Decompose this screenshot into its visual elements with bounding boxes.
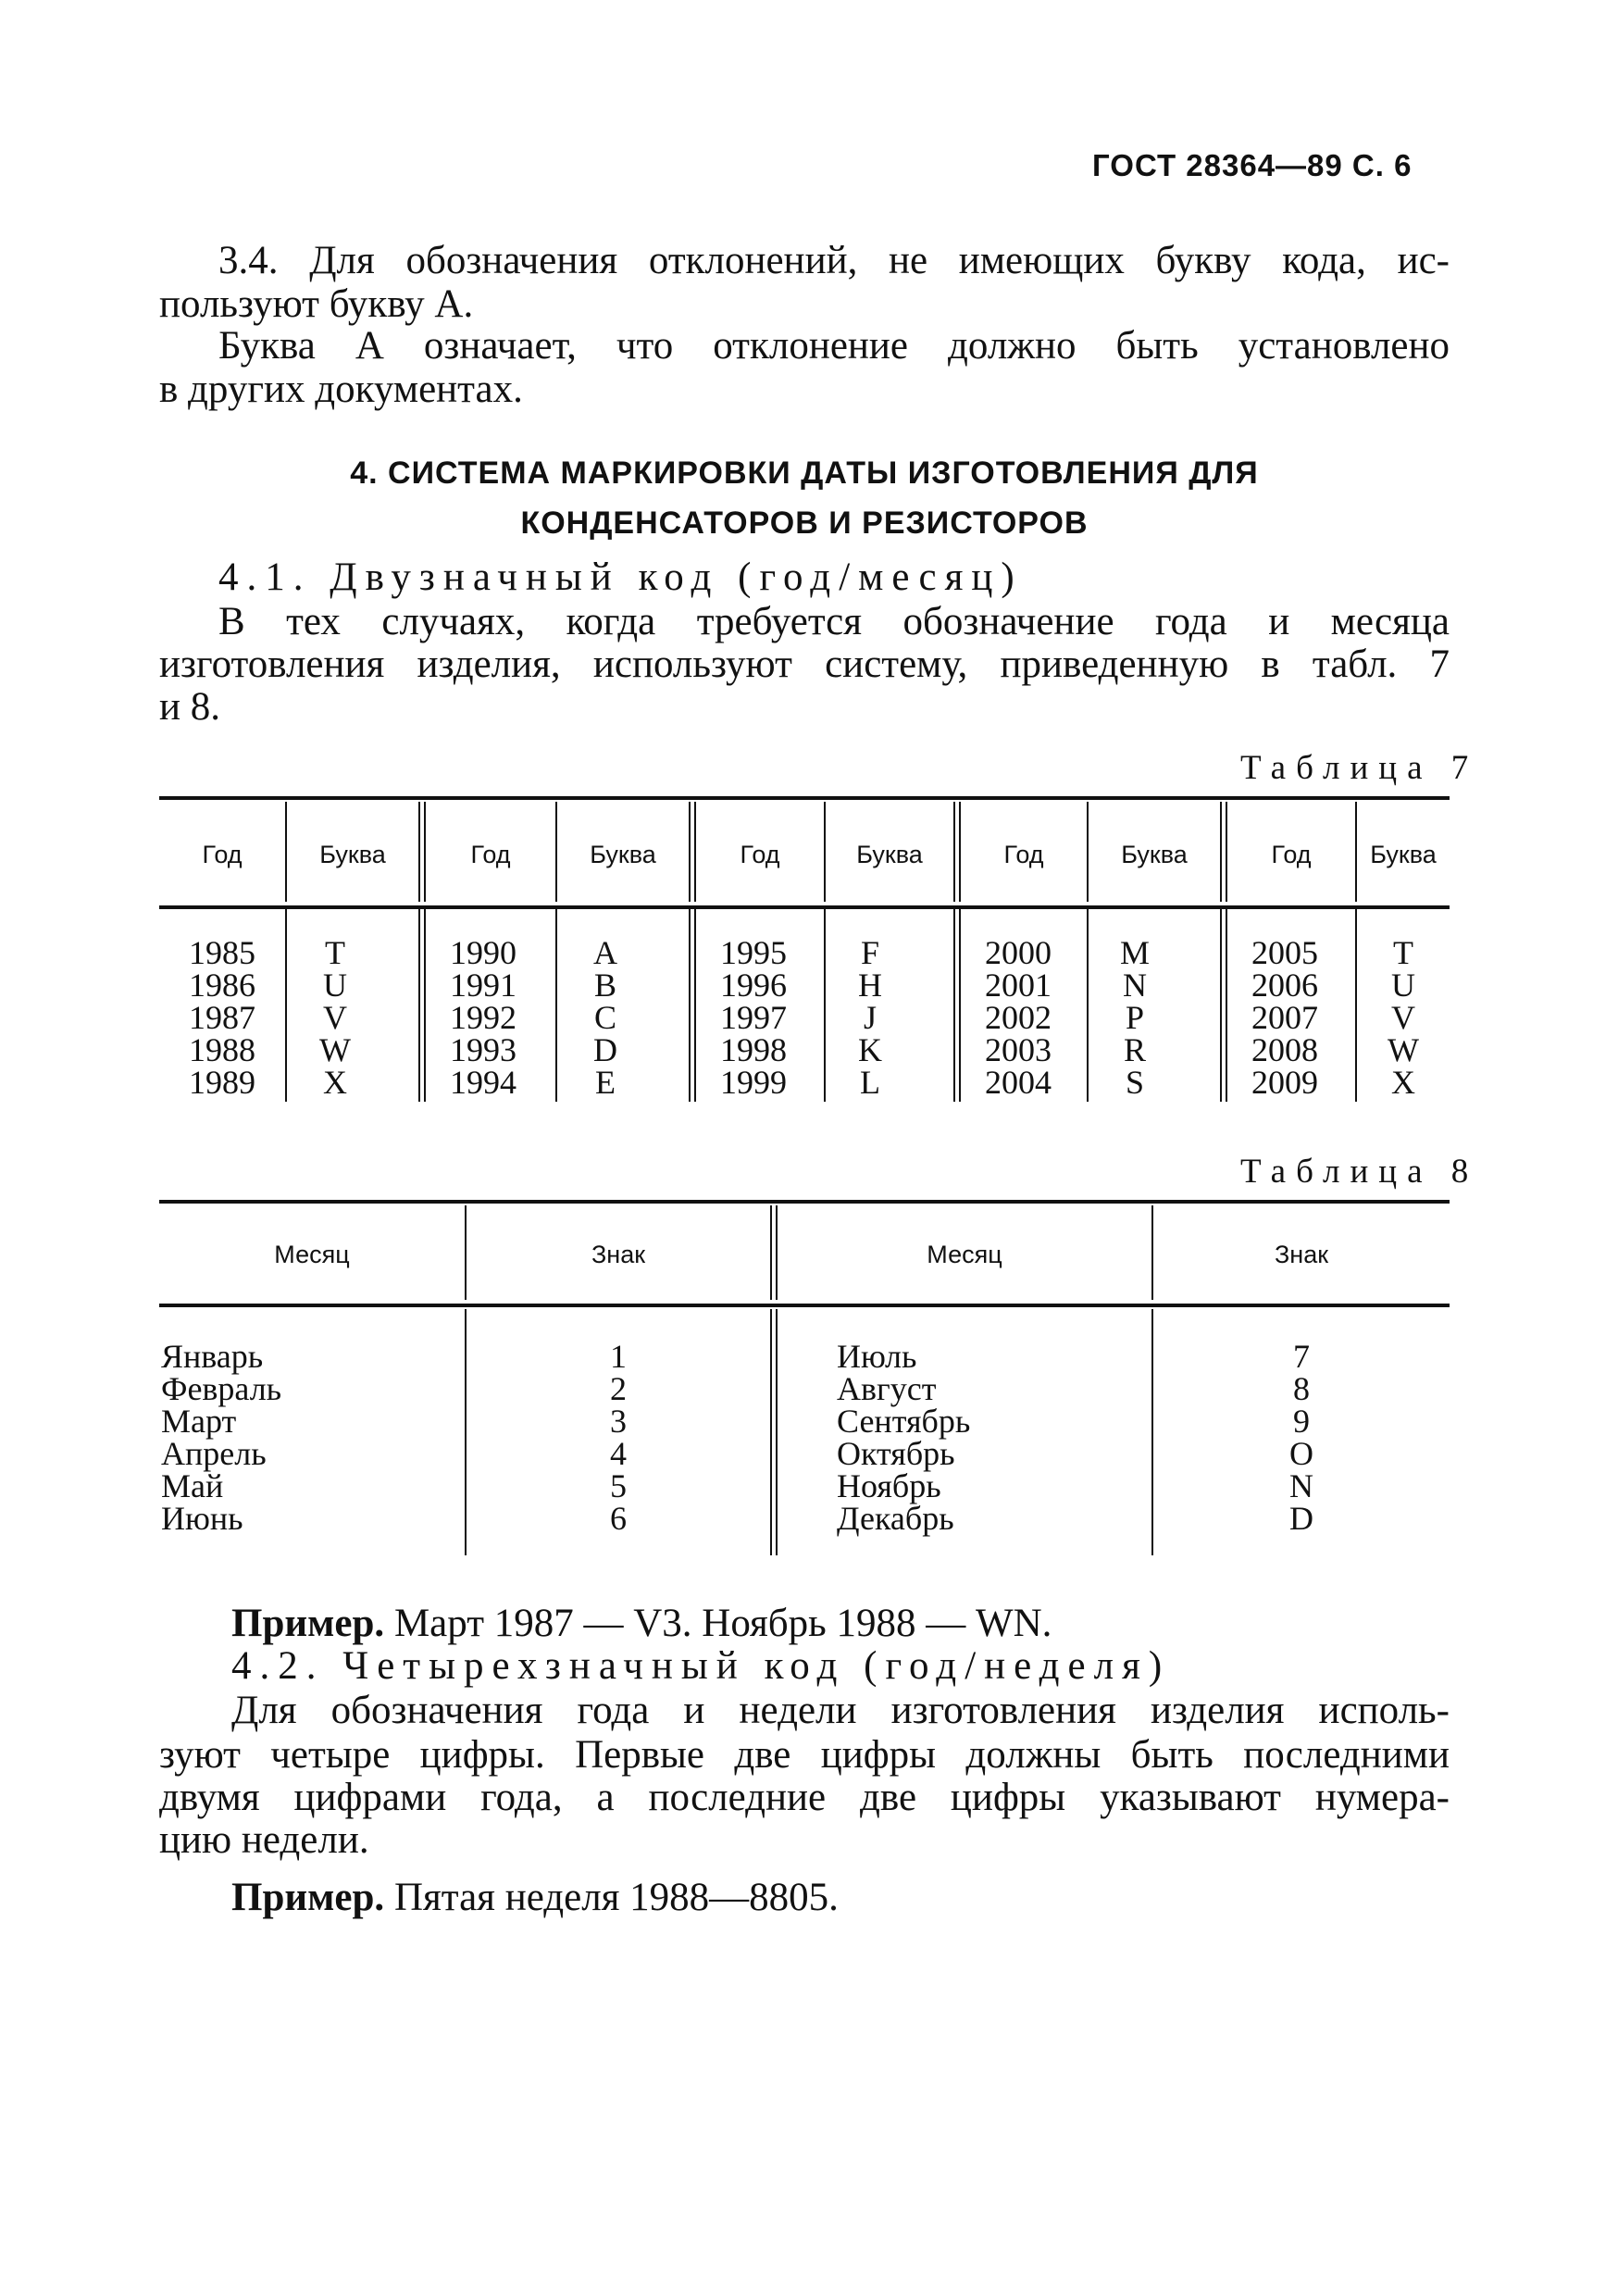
table8-cell: 8: [1293, 1370, 1310, 1407]
table7-cell: 1994: [450, 1064, 517, 1101]
table7-cell: R: [1123, 1031, 1146, 1068]
table7-cell: 1992: [450, 999, 517, 1036]
table7-divider: [689, 909, 691, 1102]
section-4-1-line2: изготовления изделия, используют систему, приведенную в табл. 7: [159, 643, 1450, 686]
table7-cell: 2004: [985, 1064, 1052, 1101]
example-2-text: Пятая неделя 1988—8805.: [384, 1876, 839, 1919]
table7-header-letter: Буква: [590, 841, 656, 868]
table7-cell: V: [1391, 999, 1415, 1036]
table7-cell: B: [593, 967, 616, 1004]
section-4-2-line2: зуют четыре цифры. Первые две цифры должны быть последними: [159, 1733, 1450, 1777]
table7-cell: 1993: [450, 1031, 517, 1068]
table7-column: [696, 934, 811, 1101]
table7-cell: 1999: [720, 1064, 787, 1101]
example-2: [231, 1876, 839, 1919]
table7-header-rule: [159, 905, 1450, 909]
table7-top-rule: [159, 796, 1450, 800]
table7-cell: D: [593, 1031, 617, 1068]
table7-cell: 2008: [1251, 1031, 1318, 1068]
table7-cell: 1987: [189, 999, 255, 1036]
table7-divider: [953, 802, 955, 902]
table7-header-letter: Буква: [856, 841, 923, 868]
table7-cell: C: [593, 999, 616, 1036]
table8-cell: 5: [610, 1467, 627, 1504]
example-2-label: Пример.: [231, 1876, 385, 1919]
example-1: [231, 1602, 1052, 1645]
paragraph-3-4-line2: пользуют букву А.: [159, 282, 474, 326]
table8-cell: D: [1289, 1500, 1313, 1537]
table7-divider: [418, 802, 420, 902]
table8-header-rule: [159, 1304, 1450, 1307]
table8-header-month: Месяц: [927, 1241, 1002, 1268]
subsection-4-1-title: 4.1. Двузначный код (год/месяц): [218, 555, 1023, 599]
table8-cell: Август: [837, 1370, 937, 1407]
table7-cell: M: [1119, 934, 1150, 971]
section-4-1-line3: и 8.: [159, 685, 221, 729]
table7-cell: X: [1391, 1064, 1415, 1101]
section-4-title-line1: 4. СИСТЕМА МАРКИРОВКИ ДАТЫ ИЗГОТОВЛЕНИЯ ДЛЯ: [350, 455, 1259, 491]
table7-header-letter: Буква: [1370, 841, 1437, 868]
table7-divider: [1220, 909, 1222, 1102]
table7-cell: K: [858, 1031, 882, 1068]
table7-caption: Таблица 7: [1240, 749, 1479, 787]
table7-cell: A: [593, 934, 617, 971]
table8-column: [837, 1338, 1142, 1537]
table7-header-year: Год: [740, 841, 780, 868]
table7-cell: W: [1388, 1031, 1419, 1068]
table8-cell: Февраль: [161, 1370, 282, 1407]
table7-column: [961, 934, 1076, 1101]
paragraph-3-4-line1: 3.4. Для обозначения отклонений, не имеющих букву кода, ис-: [218, 239, 1450, 282]
table7-cell: 1991: [450, 967, 517, 1004]
table7-cell: 1990: [450, 934, 517, 971]
section-4-2-line3: двумя цифрами года, а последние две цифры указывают нумера-: [159, 1776, 1450, 1819]
table7-cell: 1986: [189, 967, 255, 1004]
subsection-4-2-title: 4.2. Четырехзначный код (год/неделя): [231, 1644, 1171, 1688]
table8-header-sign: Знак: [1274, 1241, 1329, 1268]
section-4-1-line1: В тех случаях, когда требуется обозначение года и месяца: [218, 600, 1450, 643]
table7-header-year: Год: [470, 841, 511, 868]
table7-cell: 2003: [985, 1031, 1052, 1068]
table7-divider: [689, 802, 691, 902]
table7-divider: [418, 909, 420, 1102]
table8-cell: N: [1289, 1467, 1313, 1504]
section-4-title: [159, 448, 1450, 548]
table7-column: [159, 934, 285, 1101]
table7-header-letter: Буква: [319, 841, 386, 868]
table8-header-sign: Знак: [591, 1241, 646, 1268]
table8-header-month: Месяц: [274, 1241, 350, 1268]
table7-column: [1227, 934, 1342, 1101]
table7-cell: 1985: [189, 934, 255, 971]
table7-cell: 2006: [1251, 967, 1318, 1004]
table8-cell: 9: [1293, 1403, 1310, 1440]
table7-column: [426, 934, 541, 1101]
table7-column: [1089, 934, 1181, 1101]
table7-header-year: Год: [1003, 841, 1044, 868]
table7-cell: 2007: [1251, 999, 1318, 1036]
table8-cell: Январь: [161, 1338, 264, 1375]
table7-cell: 1995: [720, 934, 787, 971]
table8-top-rule: [159, 1200, 1450, 1204]
section-4-title-line2: КОНДЕНСАТОРОВ И РЕЗИСТОРОВ: [520, 505, 1089, 541]
table7-header-letter: Буква: [1121, 841, 1188, 868]
table7-divider: [1220, 802, 1222, 902]
table7-cell: 2000: [985, 934, 1052, 971]
section-4-2-line4: цию недели.: [159, 1818, 369, 1862]
table7-cell: P: [1125, 999, 1145, 1036]
table7-cell: L: [860, 1064, 880, 1101]
table7-cell: X: [323, 1064, 347, 1101]
table7-column: [826, 934, 915, 1101]
table8-divider: [770, 1205, 772, 1300]
table8-cell: Ноябрь: [837, 1467, 941, 1504]
table8-cell: 6: [610, 1500, 627, 1537]
table7-header-year: Год: [202, 841, 243, 868]
table7-cell: J: [863, 999, 877, 1036]
table7-cell: V: [323, 999, 347, 1036]
table8-cell: Сентябрь: [837, 1403, 971, 1440]
table7-cell: T: [1393, 934, 1413, 971]
table8-cell: 3: [610, 1403, 627, 1440]
table7-header-year: Год: [1271, 841, 1312, 868]
table8-cell: Июнь: [161, 1500, 243, 1537]
table7-cell: U: [1391, 967, 1415, 1004]
table8-cell: Декабрь: [837, 1500, 954, 1537]
table7-cell: 2002: [985, 999, 1052, 1036]
table8-column: [161, 1338, 457, 1537]
table7-cell: N: [1123, 967, 1147, 1004]
table8-cell: Апрель: [161, 1435, 267, 1472]
table7-cell: F: [860, 934, 880, 971]
table7-cell: 1988: [189, 1031, 255, 1068]
paragraph-3-4-line4: в других документах.: [159, 368, 523, 411]
table7-cell: H: [858, 967, 882, 1004]
table8-cell: Март: [161, 1403, 237, 1440]
table8-cell: Октябрь: [837, 1435, 955, 1472]
table8-cell: 1: [610, 1338, 627, 1375]
table8-cell: Май: [161, 1467, 224, 1504]
table7-cell: 1989: [189, 1064, 255, 1101]
table8-cell: Июль: [837, 1338, 917, 1375]
table8-cell: 7: [1293, 1338, 1310, 1375]
table7-cell: W: [319, 1031, 351, 1068]
table7-cell: 2005: [1251, 934, 1318, 971]
paragraph-3-4-line3: Буква А означает, что отклонение должно быть установлено: [218, 324, 1450, 368]
table7-column: [557, 934, 653, 1101]
example-1-text: Март 1987 — V3. Ноябрь 1988 — WN.: [384, 1602, 1052, 1645]
table7-cell: S: [1125, 1064, 1145, 1101]
table8-divider: [776, 1309, 778, 1555]
table7-divider: [953, 909, 955, 1102]
page-header: ГОСТ 28364—89 С. 6: [1092, 148, 1413, 182]
table7-column: [1357, 934, 1450, 1101]
table7-cell: 1997: [720, 999, 787, 1036]
table7-cell: T: [325, 934, 345, 971]
section-4-2-line1: Для обозначения года и недели изготовления изделия исполь-: [231, 1689, 1450, 1732]
table7-cell: U: [323, 967, 347, 1004]
table8-cell: 2: [610, 1370, 627, 1407]
table7-cell: 2009: [1251, 1064, 1318, 1101]
table7-cell: 2001: [985, 967, 1052, 1004]
example-1-label: Пример.: [231, 1602, 385, 1645]
table8-cell: 4: [610, 1435, 627, 1472]
table8-column: [1153, 1338, 1450, 1537]
table8-cell: O: [1289, 1435, 1313, 1472]
table7-cell: 1996: [720, 967, 787, 1004]
table8-caption: Таблица 8: [1240, 1153, 1479, 1191]
table8-divider: [770, 1309, 772, 1555]
table7-cell: E: [595, 1064, 616, 1101]
table8-column: [467, 1338, 770, 1537]
table7-column: [287, 934, 383, 1101]
table7-cell: 1998: [720, 1031, 787, 1068]
